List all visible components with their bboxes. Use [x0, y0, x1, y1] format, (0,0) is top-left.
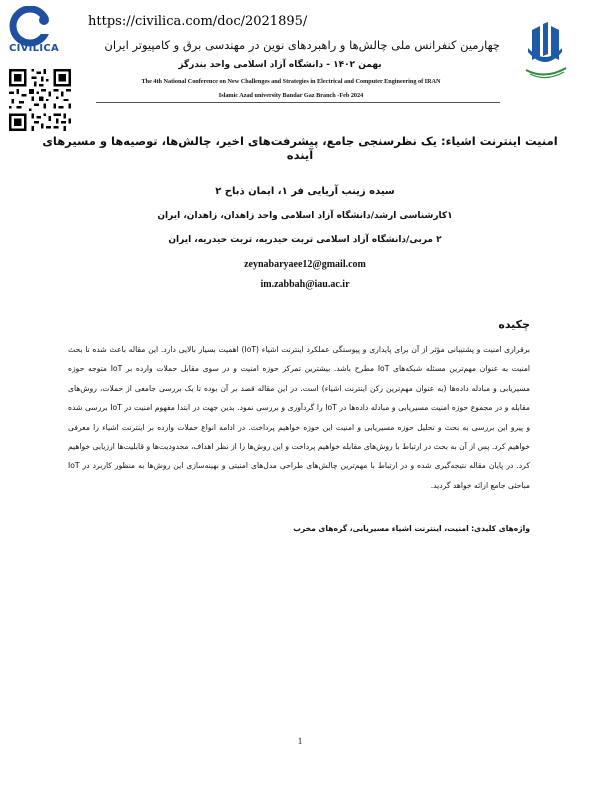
university-logo: [510, 22, 580, 84]
author-email-1: zeynabaryaee12@gmail.com: [244, 259, 366, 270]
qr-code: [9, 69, 71, 131]
conference-university-en: Islamic Azad university Bandar Gaz Branch -Feb 2024: [218, 92, 364, 99]
civilica-logo: [4, 6, 64, 58]
page-number: 1: [297, 736, 303, 746]
abstract-heading: چکیده: [498, 318, 530, 331]
keywords-label: واژه‌های کلیدی:: [471, 524, 530, 533]
paper-authors: سیده زینب آریایی فر ۱، ایمان ذباح ۲: [215, 186, 395, 197]
author-email-2: im.zabbah@iau.ac.ir: [260, 279, 350, 290]
conference-title-en: The 4th National Conference on New Challenges and Strategies in Electrical and Computer Engineering of IRAN: [141, 78, 441, 85]
paper-title: امنیت اینترنت اشیاء: یک نظرسنجی جامع، پیشرفت‌های اخیر، چالش‌ها، توصیه‌ها و مسیرهای آینده: [42, 134, 558, 162]
civilica-logo-text: CIVILICA: [8, 43, 60, 54]
keywords-value: امنیت، اینترنت اشیاء مسیریابی، گره‌های مخرب: [293, 524, 469, 533]
document-url[interactable]: https://civilica.com/doc/2021895/: [88, 14, 308, 29]
header-divider: [96, 102, 500, 103]
affiliation-1: ۱کارشناسی ارشد/دانشگاه آزاد اسلامی واحد زاهدان، زاهدان، ایران: [157, 211, 453, 221]
keywords: [293, 524, 530, 533]
abstract-body: برقراری امنیت و پشتیبانی مؤثر از آن برای پایداری و پیوستگی عملکرد اینترنت اشیاء (IoT) اهمیت بسیار بالایی دارد. این مقاله باعث شده تا بحث امنیت به عنوان مهم‌ترین مسئله شبکه‌های IoT مطرح باشد. بیشترین تمرکز حوزه امنیت و در سوی مقابل حملات وارده بر IoT متوجه حوزه مسیریابی و مبادله داده‌ها (به عنوان مهم‌ترین رکن اینترنت اشیاء) است. در این مقاله قصد بر آن بوده تا یک بررسی جامعی از حملات، روش‌های مقابله و در مجموع حوزه امنیت مسیریابی و مبادله داده‌ها در IoT را گردآوری و بررسی نمود. بدین جهت در ابتدا مفهوم امنیت در IoT بررسی شده و پیرو این بررسی به بحث و تحلیل حوزه مسیریابی و امنیت این حوزه خواهیم پرداخت. در ادامه انواع حملات وارده بر اینترنت اشیاء را معرفی خواهیم کرد. پس از آن به بحث در ارتباط با روش‌های مقابله خواهیم پرداخت و این روش‌ها را از نظر اهداف، محدودیت‌ها و قابلیت‌ها ارزیابی خواهیم کرد. در پایان مقاله نتیجه‌گیری شده و در ارتباط با مهم‌ترین چالش‌های طراحی مدل‌های امنیتی و بهینه‌سازی این روش‌ها به منظور کاربرد در IoT مباحثی جامع ارائه خواهد گردید.: [68, 345, 531, 490]
conference-title-fa: چهارمین کنفرانس ملی چالش‌ها و راهبردهای نوین در مهندسی برق و کامپیوتر ایران: [104, 38, 500, 52]
conference-date-fa: بهمن ۱۴۰۲ - دانشگاه آزاد اسلامی واحد بندرگز: [178, 60, 382, 70]
affiliation-2: ۲ مربی/دانشگاه آزاد اسلامی تربت حیدریه، تربت حیدریه، ایران: [168, 235, 442, 245]
